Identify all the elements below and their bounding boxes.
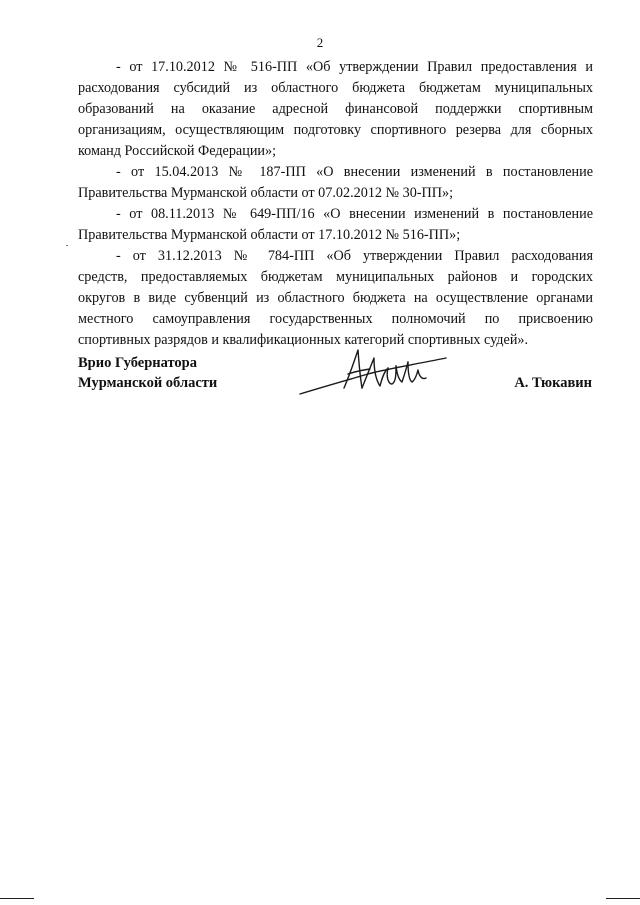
signatory-position: [78, 353, 217, 393]
page-number: 2: [316, 35, 324, 50]
scan-edge-mark-right: [606, 898, 640, 899]
signatory-name: А. Тюкавин: [514, 375, 592, 391]
text-line: расходования субсидий из областного бюджета бюджетам муниципальных: [78, 80, 593, 96]
text-line: - от 17.10.2012 № 516-ПП «Об утверждении Правил предоставления и: [116, 59, 593, 75]
handwritten-signature: [296, 344, 452, 400]
signatory-position-line2: Мурманской области: [78, 375, 218, 391]
text-line: спортивных разрядов и квалификационных категорий спортивных судей».: [78, 332, 529, 348]
text-line: - от 08.11.2013 № 649-ПП/16 «О внесении изменений в постановление: [116, 206, 593, 222]
list-item: [78, 162, 593, 204]
text-line: - от 31.12.2013 № 784-ПП «Об утверждении Правил расходования: [116, 248, 593, 264]
text-line: Правительства Мурманской области от 17.10.2012 № 516-ПП»;: [78, 227, 461, 243]
document-body: [78, 57, 593, 351]
text-line: образований на оказание адресной финансовой поддержки спортивным: [78, 101, 593, 117]
text-line: округов в виде субвенций из областного бюджета на осуществление органами: [78, 290, 593, 306]
text-line: организациям, осуществляющим подготовку спортивного резерва для сборных: [78, 122, 593, 138]
list-item: [78, 204, 593, 246]
signatory-position-line1: Врио Губернатора: [78, 355, 197, 371]
scan-speck: [66, 245, 68, 246]
text-line: - от 15.04.2013 № 187-ПП «О внесении изменений в постановление: [116, 164, 593, 180]
text-line: Правительства Мурманской области от 07.02.2012 № 30-ПП»;: [78, 185, 454, 201]
scan-edge-mark-left: [0, 898, 34, 899]
text-line: команд Российской Федерации»;: [78, 143, 277, 159]
text-line: местного самоуправления государственных полномочий по присвоению: [78, 311, 593, 327]
text-line: средств, предоставляемых бюджетам муниципальных районов и городских: [78, 269, 593, 285]
list-item: [78, 246, 593, 351]
list-item: [78, 57, 593, 162]
